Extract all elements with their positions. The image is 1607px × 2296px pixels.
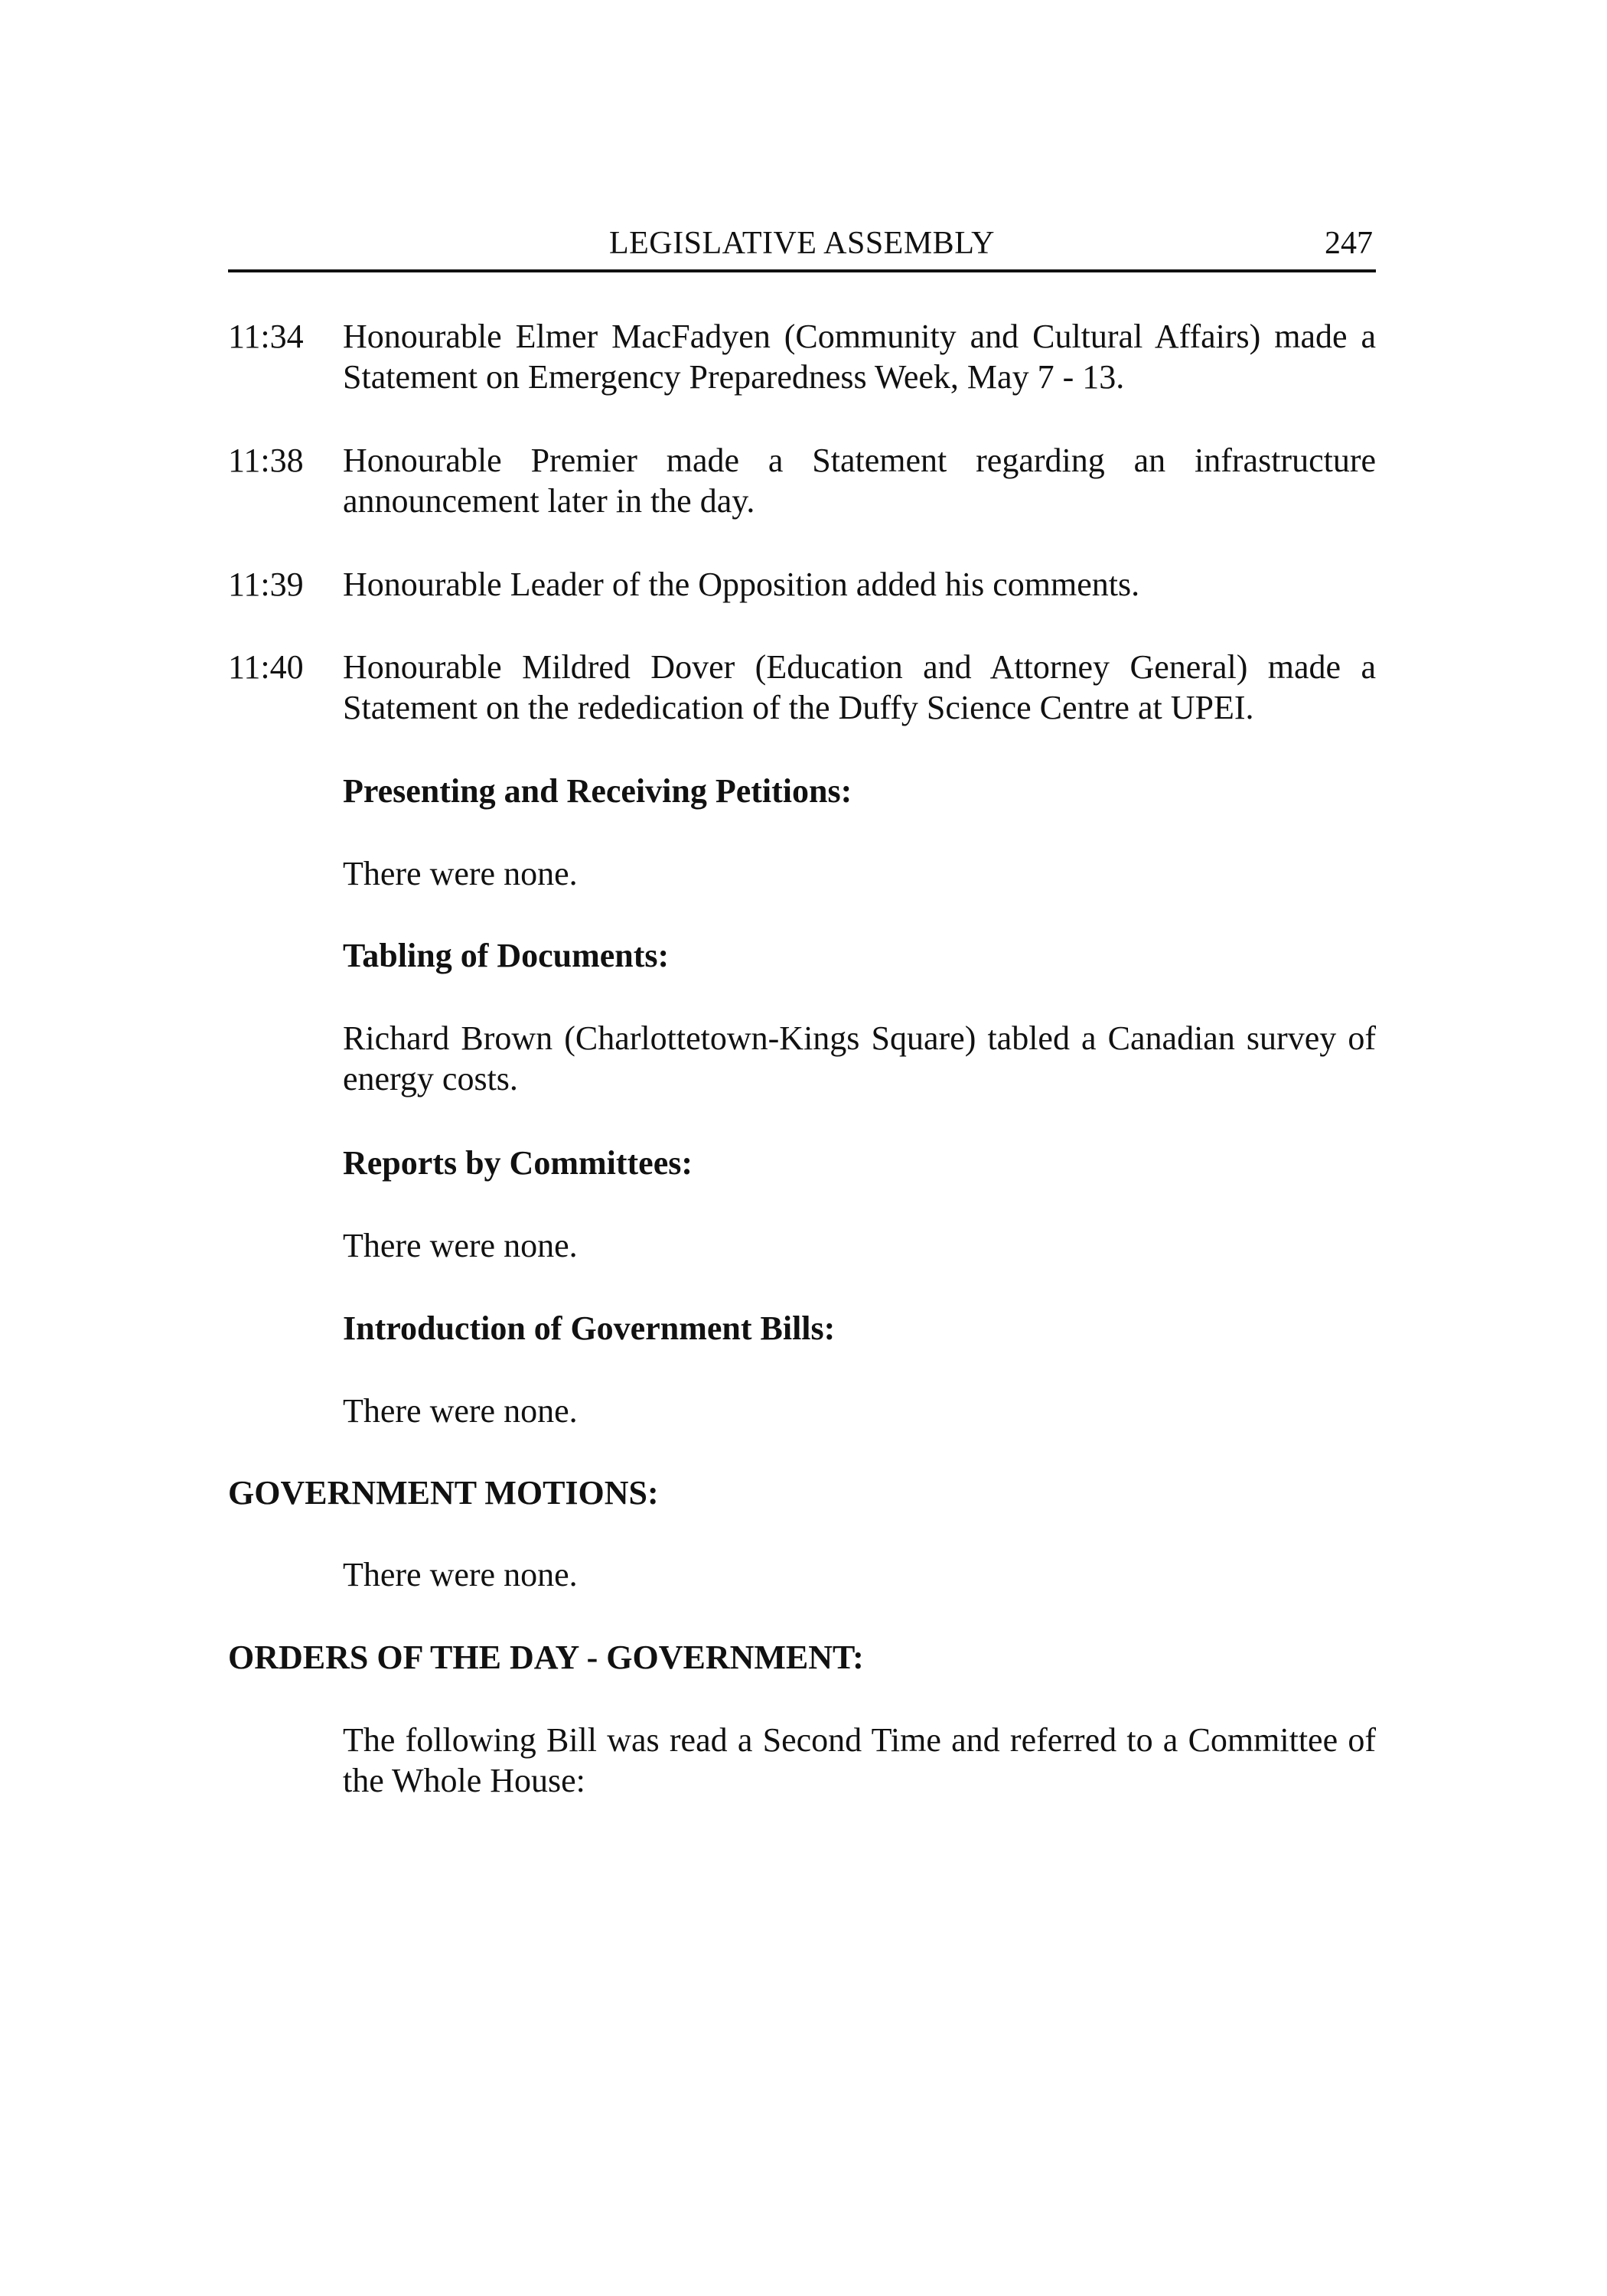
gov-bills-text: There were none. [343, 1392, 578, 1430]
gov-bills-heading: Introduction of Government Bills: [343, 1309, 836, 1347]
entry-time: 11:34 [228, 318, 304, 355]
journal-entry [228, 647, 1376, 731]
petitions-heading: Presenting and Receiving Petitions: [343, 772, 852, 810]
committees-text: There were none. [343, 1227, 578, 1264]
gov-motions-heading: GOVERNMENT MOTIONS: [228, 1474, 659, 1512]
entry-text: Honourable Leader of the Opposition added his comments. [343, 566, 1140, 603]
tabling-text: Richard Brown (Charlottetown-Kings Square) tabled a Canadian survey of energy costs. [343, 1019, 1376, 1097]
committees-heading: Reports by Committees: [343, 1144, 693, 1182]
gov-motions-text: There were none. [343, 1556, 578, 1593]
journal-entry [228, 564, 1376, 607]
entry-text: Honourable Premier made a Statement regarding an infrastructure announcement later in the day. [343, 442, 1376, 520]
orders-of-day-heading: ORDERS OF THE DAY - GOVERNMENT: [228, 1639, 864, 1676]
entry-text: Honourable Mildred Dover (Education and Attorney General) made a Statement on the rededication of the Duffy Science Centre at UPEI. [343, 648, 1376, 726]
header-title: LEGISLATIVE ASSEMBLY [609, 226, 995, 261]
entry-time: 11:39 [228, 566, 304, 603]
entry-text: Honourable Elmer MacFadyen (Community and Cultural Affairs) made a Statement on Emergency Preparedness Week, May 7 - 13. [343, 318, 1376, 396]
entry-time: 11:40 [228, 648, 304, 686]
tabling-heading: Tabling of Documents: [343, 937, 670, 974]
petitions-text: There were none. [343, 855, 578, 892]
journal-entry [228, 316, 1376, 400]
entry-time: 11:38 [228, 442, 304, 479]
page-number: 247 [1325, 226, 1373, 261]
running-header [228, 222, 1376, 272]
journal-entry [228, 440, 1376, 524]
orders-of-day-text: The following Bill was read a Second Time and referred to a Committee of the Whole House: [343, 1721, 1376, 1799]
